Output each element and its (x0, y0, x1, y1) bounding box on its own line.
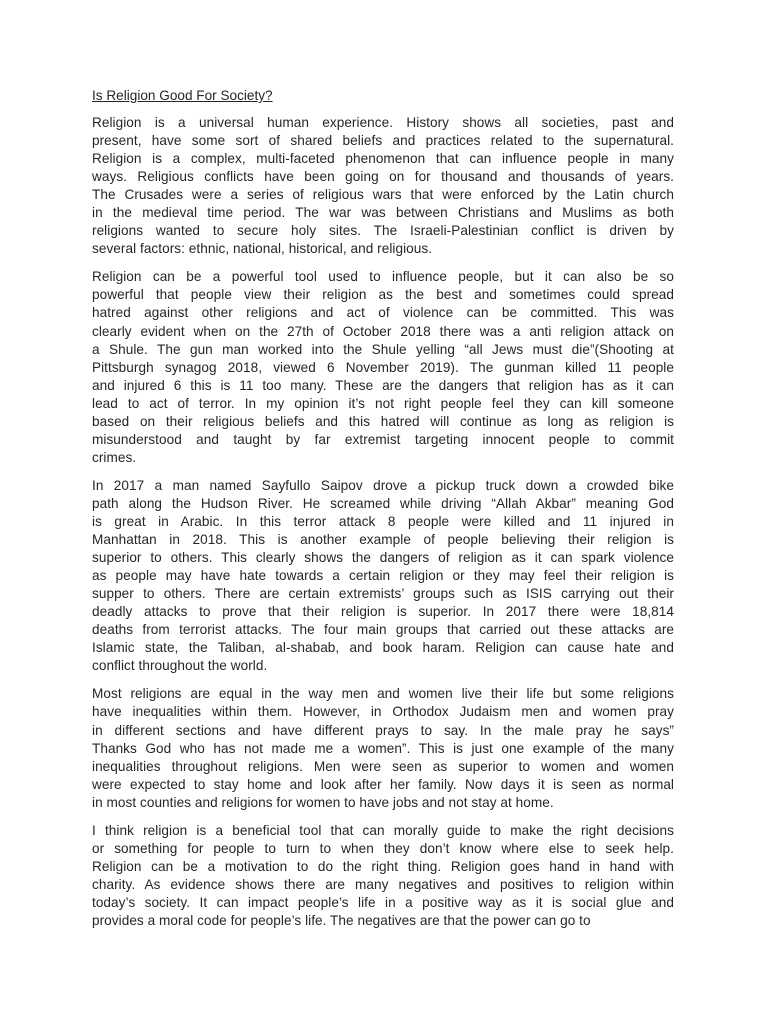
paragraph-line: conflict throughout the world. (92, 658, 268, 674)
paragraph-line: a Shule. The gun man worked into the Shule yelling “all Jews must die”(Shooting at (92, 341, 674, 357)
paragraph-line: or something for people to turn to when they don’t know where else to seek help. (92, 840, 674, 856)
paragraph-line: as people may have hate towards a certain religion or they may feel their religion is (92, 568, 674, 584)
paragraph-line: Religion is a complex, multi-faceted phenomenon that can influence people in many (92, 151, 674, 167)
paragraph-line: The Crusades were a series of religious wars that were enforced by the Latin church (92, 187, 674, 203)
paragraph-line: Most religions are equal in the way men and women live their life but some religions (92, 686, 674, 702)
paragraph-line: inequalities throughout religions. Men were seen as superior to women and women (92, 758, 674, 774)
paragraph-line: based on their religious beliefs and this hatred will continue as long as religion is (92, 413, 674, 429)
paragraph-line: Pittsburgh synagog 2018, viewed 6 November 2019). The gunman killed 11 people (92, 359, 674, 375)
paragraph-line: hatred against other religions and act of violence can be committed. This was (92, 305, 674, 321)
paragraph-3 (92, 477, 674, 676)
paragraph-line: and injured 6 this is 11 too many. These are the dangers that religion has as it can (92, 377, 674, 393)
paragraph-line: superior to others. This clearly shows the dangers of religion as it can spark violence (92, 550, 674, 566)
paragraph-line: is great in Arabic. In this terror attack 8 people were killed and 11 injured in (92, 513, 674, 529)
paragraphs-container (92, 114, 674, 930)
paragraph-line: Thanks God who has not made me a women”. This is just one example of the many (92, 740, 674, 756)
document-title: Is Religion Good For Society? (92, 88, 273, 103)
paragraph-line: supper to others. There are certain extremists’ groups such as ISIS carrying out their (92, 586, 674, 602)
paragraph-line: in the medieval time period. The war was between Christians and Muslims as both (92, 205, 674, 221)
paragraph-line: ways. Religious conflicts have been going on for thousand and thousands of years. (92, 169, 674, 185)
paragraph-line: Islamic state, the Taliban, al-shabab, and book haram. Religion can cause hate and (92, 640, 674, 656)
paragraph-1 (92, 114, 674, 258)
paragraph-line: Manhattan in 2018. This is another example of people believing their religion is (92, 532, 674, 548)
paragraph-line: Religion can be a motivation to do the right thing. Religion goes hand in hand with (92, 858, 674, 874)
paragraph-line: Religion is a universal human experience. History shows all societies, past and (92, 115, 674, 130)
paragraph-line: lead to act of terror. In my opinion it’s not right people feel they can kill someone (92, 395, 674, 411)
paragraph-line: deadly attacks to prove that their religion is superior. In 2017 there were 18,814 (92, 604, 674, 620)
paragraph-line: in different sections and have different prays to say. In the male pray he says” (92, 722, 674, 738)
paragraph-line: in most counties and religions for women to have jobs and not stay at home. (92, 794, 554, 810)
paragraph-line: Religion can be a powerful tool used to influence people, but it can also be so (92, 269, 674, 285)
paragraph-line: In 2017 a man named Sayfullo Saipov drove a pickup truck down a crowded bike (92, 477, 674, 493)
paragraph-line: charity. As evidence shows there are many negatives and positives to religion within (92, 876, 674, 892)
paragraph-line: path along the Hudson River. He screamed while driving “Allah Akbar” meaning God (92, 495, 674, 511)
paragraph-line: I think religion is a beneficial tool that can morally guide to make the right decisions (92, 822, 674, 838)
paragraph-line: crimes. (92, 449, 137, 465)
paragraph-line: powerful that people view their religion as the best and sometimes could spread (92, 287, 674, 303)
paragraph-line: misunderstood and taught by far extremist targeting innocent people to commit (92, 431, 674, 447)
paragraph-line: several factors: ethnic, national, historical, and religious. (92, 241, 433, 257)
paragraph-5 (92, 822, 674, 930)
paragraph-line: were expected to stay home and look after her family. Now days it is seen as normal (92, 776, 674, 792)
paragraph-line: deaths from terrorist attacks. The four main groups that carried out these attacks are (92, 622, 674, 638)
paragraph-line: religions wanted to secure holy sites. The Israeli-Palestinian conflict is driven by (92, 223, 674, 239)
paragraph-line: provides a moral code for people’s life. The negatives are that the power can go to (92, 912, 591, 928)
paragraph-line: today’s society. It can impact people’s life in a positive way as it is social glue and (92, 894, 674, 910)
paragraph-line: have inequalities within them. However, in Orthodox Judaism men and women pray (92, 704, 674, 720)
paragraph-line: present, have some sort of shared beliefs and practices related to the supernatural. (92, 133, 674, 149)
document-body (92, 87, 674, 930)
paragraph-4 (92, 685, 674, 811)
paragraph-2 (92, 268, 674, 467)
paragraph-line: clearly evident when on the 27th of October 2018 there was a anti religion attack on (92, 323, 674, 339)
